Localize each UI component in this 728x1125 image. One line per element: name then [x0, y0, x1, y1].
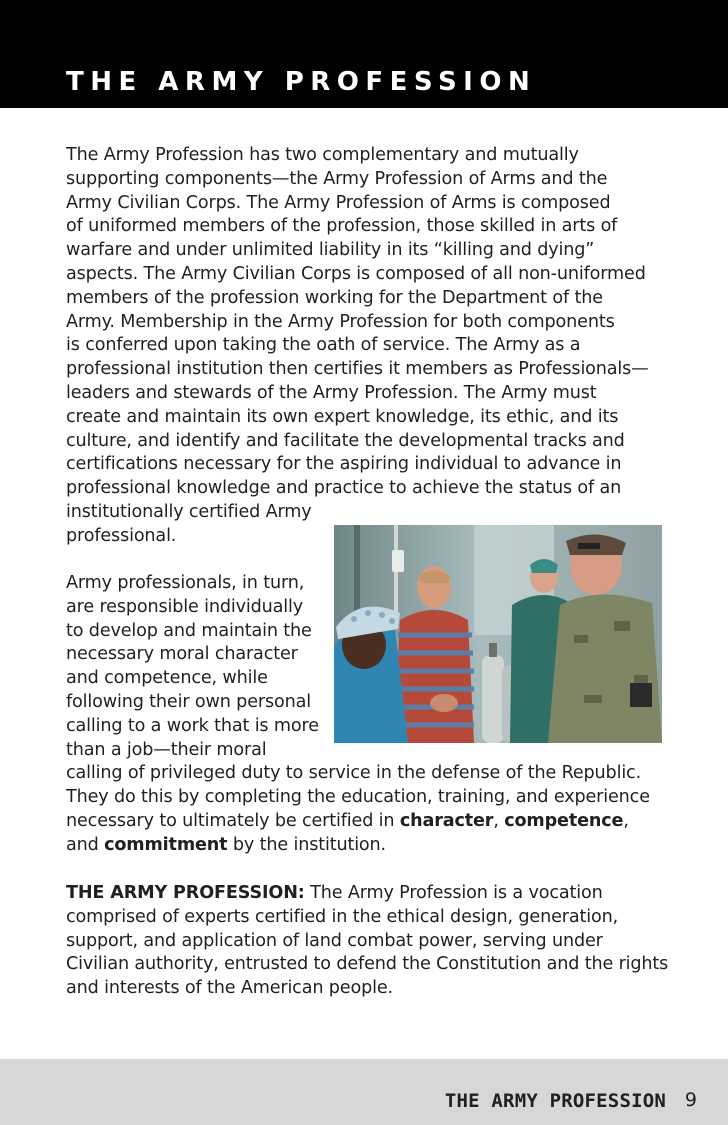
text-line: aspects. The Army Civilian Corps is composed of all non-uniformed: [66, 263, 646, 284]
text-line: warfare and under unlimited liability in its “killing and dying”: [66, 240, 595, 261]
text-line: are responsible individually: [66, 596, 303, 617]
text-line: professional knowledge and practice to achieve the status of an: [66, 478, 622, 499]
definition-label: THE ARMY PROFESSION:: [66, 883, 305, 903]
text-line: leaders and stewards of the Army Profession. The Army must: [66, 382, 597, 403]
keyword-character: character: [399, 810, 494, 831]
footer-bar: [0, 1059, 728, 1125]
text-line: is conferred upon taking the oath of service. The Army as a: [66, 335, 581, 356]
text-line: [66, 810, 666, 834]
text-line: Army Civilian Corps. The Army Profession of Arms is composed: [66, 192, 611, 213]
text-line: Army. Membership in the Army Profession for both components: [66, 311, 615, 332]
text-line: calling to a work that is more: [66, 715, 319, 736]
text-fragment: The Army Profession is a vocation: [304, 883, 603, 903]
text-fragment: by the institution.: [227, 834, 386, 855]
text-line: culture, and identify and facilitate the developmental tracks and: [66, 430, 625, 451]
text-line: comprised of experts certified in the ethical design, generation,: [66, 906, 619, 927]
text-line: create and maintain its own expert knowledge, its ethic, and its: [66, 406, 619, 427]
text-line: supporting components—the Army Profession of Arms and the: [66, 168, 608, 189]
text-line: members of the profession working for the Department of the: [66, 287, 603, 308]
text-line: of uniformed members of the profession, those skilled in arts of: [66, 216, 618, 237]
keyword-competence: competence: [504, 810, 624, 831]
text-line: certifications necessary for the aspiring individual to advance in: [66, 454, 622, 475]
page-number: 9: [684, 1089, 697, 1111]
paragraph-intro: [66, 144, 666, 549]
page-title: THE ARMY PROFESSION: [66, 67, 537, 97]
text-fragment: ,: [623, 810, 629, 831]
text-line: [66, 834, 666, 858]
text-line: necessary moral character: [66, 644, 298, 665]
text-fragment: and: [66, 834, 105, 855]
footer-title: THE ARMY PROFESSION: [444, 1090, 666, 1112]
header-bar: [0, 0, 728, 108]
text-fragment: ,: [493, 810, 505, 831]
paragraph-definition: [66, 882, 669, 1001]
text-line: [66, 882, 666, 906]
text-line: professional institution then certifies it members as Professionals—: [66, 359, 649, 380]
text-line: and competence, while: [66, 668, 268, 689]
text-line: to develop and maintain the: [66, 620, 312, 641]
text-line: They do this by completing the education, training, and experience: [66, 787, 650, 808]
text-line: support, and application of land combat power, serving under: [66, 930, 603, 951]
keyword-commitment: commitment: [104, 834, 228, 855]
text-line: and interests of the American people.: [66, 978, 393, 999]
text-line: following their own personal: [66, 691, 311, 712]
text-line: Army professionals, in turn,: [66, 573, 305, 593]
text-fragment: necessary to ultimately be certified in: [66, 810, 400, 831]
text-line: institutionally certified Army: [66, 501, 312, 522]
text-line: than a job—their moral: [66, 739, 267, 760]
text-line: Civilian authority, entrusted to defend the Constitution and the rights: [66, 954, 669, 975]
paragraph-responsibilities: [66, 572, 666, 858]
text-line: calling of privileged duty to service in the defense of the Republic.: [66, 763, 642, 784]
text-line: professional.: [66, 525, 177, 546]
text-line: The Army Profession has two complementary and mutually: [66, 145, 579, 165]
